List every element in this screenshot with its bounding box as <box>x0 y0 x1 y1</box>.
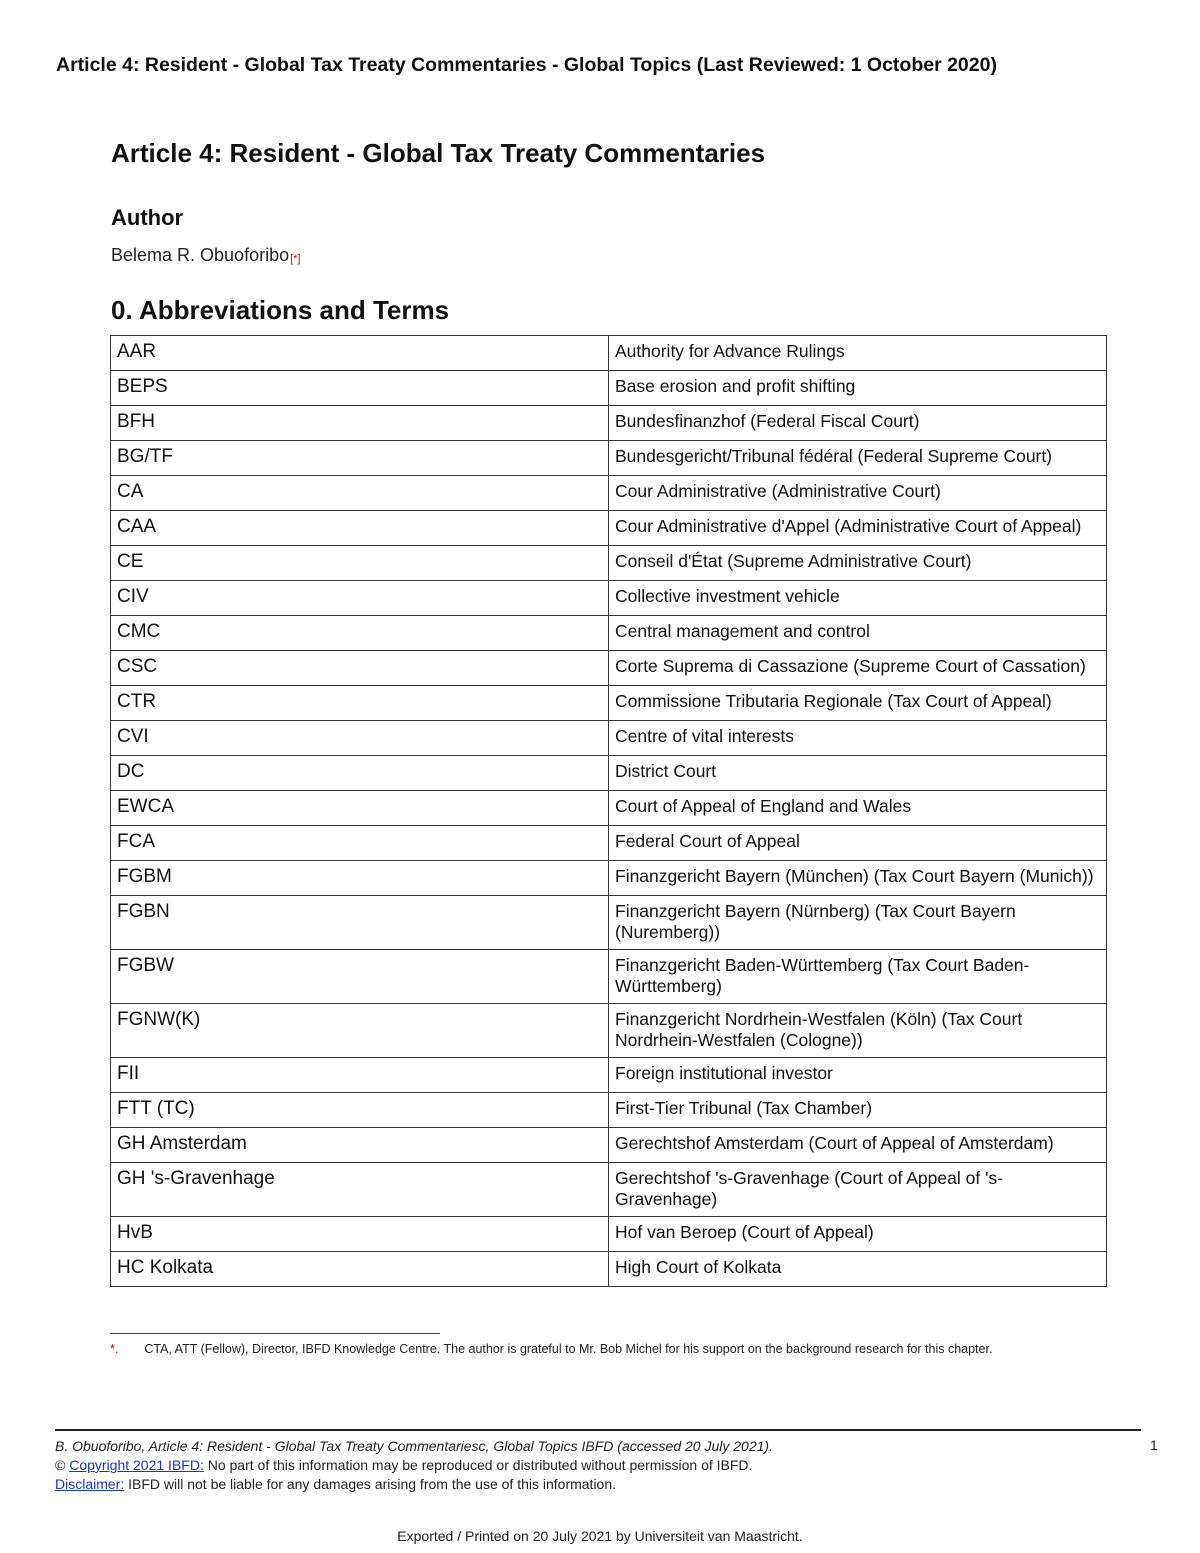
table-row <box>111 441 1107 476</box>
term-cell: Court of Appeal of England and Wales <box>609 791 1107 826</box>
abbreviation-cell: CVI <box>111 721 609 756</box>
term-cell: Finanzgericht Bayern (Nürnberg) (Tax Court Bayern (Nuremberg)) <box>609 896 1107 950</box>
table-row <box>111 651 1107 686</box>
table-row <box>111 686 1107 721</box>
abbreviation-cell: BG/TF <box>111 441 609 476</box>
term-cell: Federal Court of Appeal <box>609 826 1107 861</box>
footnote-reference-link[interactable]: [*] <box>290 253 301 265</box>
author-name: Belema R. Obuoforibo <box>111 245 290 265</box>
table-row <box>111 1252 1107 1287</box>
copyright-symbol: © <box>55 1457 66 1473</box>
abbreviation-cell: FCA <box>111 826 609 861</box>
table-row <box>111 476 1107 511</box>
copyright-line <box>55 1456 1165 1475</box>
abbreviation-cell: BEPS <box>111 371 609 406</box>
table-row <box>111 511 1107 546</box>
abbreviation-cell: AAR <box>111 336 609 371</box>
author-heading: Author <box>111 205 184 230</box>
section-title: 0. Abbreviations and Terms <box>111 295 450 325</box>
abbreviation-cell: FII <box>111 1058 609 1093</box>
abbreviation-cell: CA <box>111 476 609 511</box>
abbreviation-cell: CIV <box>111 581 609 616</box>
abbreviation-cell: CAA <box>111 511 609 546</box>
abbreviation-cell: CSC <box>111 651 609 686</box>
table-row <box>111 1128 1107 1163</box>
table-row <box>111 406 1107 441</box>
abbreviation-cell: FTT (TC) <box>111 1093 609 1128</box>
copyright-text: No part of this information may be reproduced or distributed without permission of IBFD. <box>207 1457 753 1473</box>
disclaimer-line <box>55 1475 1165 1494</box>
term-cell: Finanzgericht Nordrhein-Westfalen (Köln) (Tax Court Nordrhein-Westfalen (Cologne)) <box>609 1004 1107 1058</box>
table-row <box>111 756 1107 791</box>
table-row <box>111 826 1107 861</box>
page-number: 1 <box>1150 1437 1158 1453</box>
term-cell: Cour Administrative d'Appel (Administrative Court of Appeal) <box>609 511 1107 546</box>
table-row <box>111 1093 1107 1128</box>
export-note: Exported / Printed on 20 July 2021 by Universiteit van Maastricht. <box>397 1528 803 1544</box>
abbreviation-cell: GH Amsterdam <box>111 1128 609 1163</box>
abbreviation-cell: DC <box>111 756 609 791</box>
abbreviation-cell: EWCA <box>111 791 609 826</box>
table-row <box>111 546 1107 581</box>
term-cell: Foreign institutional investor <box>609 1058 1107 1093</box>
footnote-divider <box>110 1333 440 1334</box>
table-row <box>111 371 1107 406</box>
term-cell: Bundesfinanzhof (Federal Fiscal Court) <box>609 406 1107 441</box>
term-cell: Authority for Advance Rulings <box>609 336 1107 371</box>
table-row <box>111 791 1107 826</box>
disclaimer-text: IBFD will not be liable for any damages arising from the use of this information. <box>128 1476 617 1492</box>
copyright-link[interactable]: Copyright 2021 IBFD: <box>69 1457 204 1473</box>
term-cell: Collective investment vehicle <box>609 581 1107 616</box>
page-footer <box>55 1437 1165 1494</box>
abbreviation-cell: FGBW <box>111 950 609 1004</box>
table-row <box>111 721 1107 756</box>
term-cell: Base erosion and profit shifting <box>609 371 1107 406</box>
table-row <box>111 1217 1107 1252</box>
term-cell: Central management and control <box>609 616 1107 651</box>
abbreviation-cell: BFH <box>111 406 609 441</box>
page-title: Article 4: Resident - Global Tax Treaty Commentaries <box>111 138 766 168</box>
term-cell: Gerechtshof 's-Gravenhage (Court of Appeal of 's-Gravenhage) <box>609 1163 1107 1217</box>
footnote <box>110 1342 992 1356</box>
table-row <box>111 896 1107 950</box>
footnote-mark[interactable]: *. <box>110 1342 119 1356</box>
abbreviation-cell: HvB <box>111 1217 609 1252</box>
abbreviation-cell: GH 's-Gravenhage <box>111 1163 609 1217</box>
table-row <box>111 336 1107 371</box>
table-row <box>111 1163 1107 1217</box>
abbreviations-table <box>110 335 1107 1287</box>
table-row <box>111 616 1107 651</box>
term-cell: Conseil d'État (Supreme Administrative Court) <box>609 546 1107 581</box>
term-cell: Hof van Beroep (Court of Appeal) <box>609 1217 1107 1252</box>
term-cell: Commissione Tributaria Regionale (Tax Court of Appeal) <box>609 686 1107 721</box>
term-cell: Finanzgericht Bayern (München) (Tax Court Bayern (Munich)) <box>609 861 1107 896</box>
term-cell: High Court of Kolkata <box>609 1252 1107 1287</box>
term-cell: Bundesgericht/Tribunal fédéral (Federal Supreme Court) <box>609 441 1107 476</box>
abbreviation-cell: CE <box>111 546 609 581</box>
term-cell: Centre of vital interests <box>609 721 1107 756</box>
table-row <box>111 581 1107 616</box>
term-cell: Finanzgericht Baden-Württemberg (Tax Court Baden-Württemberg) <box>609 950 1107 1004</box>
abbreviation-cell: FGNW(K) <box>111 1004 609 1058</box>
footer-divider <box>55 1429 1141 1431</box>
term-cell: First-Tier Tribunal (Tax Chamber) <box>609 1093 1107 1128</box>
term-cell: Corte Suprema di Cassazione (Supreme Court of Cassation) <box>609 651 1107 686</box>
disclaimer-link[interactable]: Disclaimer: <box>55 1476 125 1492</box>
term-cell: District Court <box>609 756 1107 791</box>
table-row <box>111 1058 1107 1093</box>
abbreviation-cell: CTR <box>111 686 609 721</box>
footnote-text: CTA, ATT (Fellow), Director, IBFD Knowledge Centre. The author is grateful to Mr. Bob Michel for his support on the background research for this chapter. <box>144 1342 993 1356</box>
running-header: Article 4: Resident - Global Tax Treaty Commentaries - Global Topics (Last Reviewed: 1 October 2020) <box>56 54 997 76</box>
term-cell: Gerechtshof Amsterdam (Court of Appeal of Amsterdam) <box>609 1128 1107 1163</box>
author-line <box>111 245 301 266</box>
citation-line: B. Obuoforibo, Article 4: Resident - Global Tax Treaty Commentariesc, Global Topics IBFD (accessed 20 July 2021). <box>55 1438 773 1454</box>
abbreviation-cell: FGBM <box>111 861 609 896</box>
term-cell: Cour Administrative (Administrative Court) <box>609 476 1107 511</box>
table-row <box>111 1004 1107 1058</box>
table-row <box>111 950 1107 1004</box>
abbreviation-cell: CMC <box>111 616 609 651</box>
abbreviation-cell: HC Kolkata <box>111 1252 609 1287</box>
abbreviation-cell: FGBN <box>111 896 609 950</box>
table-row <box>111 861 1107 896</box>
